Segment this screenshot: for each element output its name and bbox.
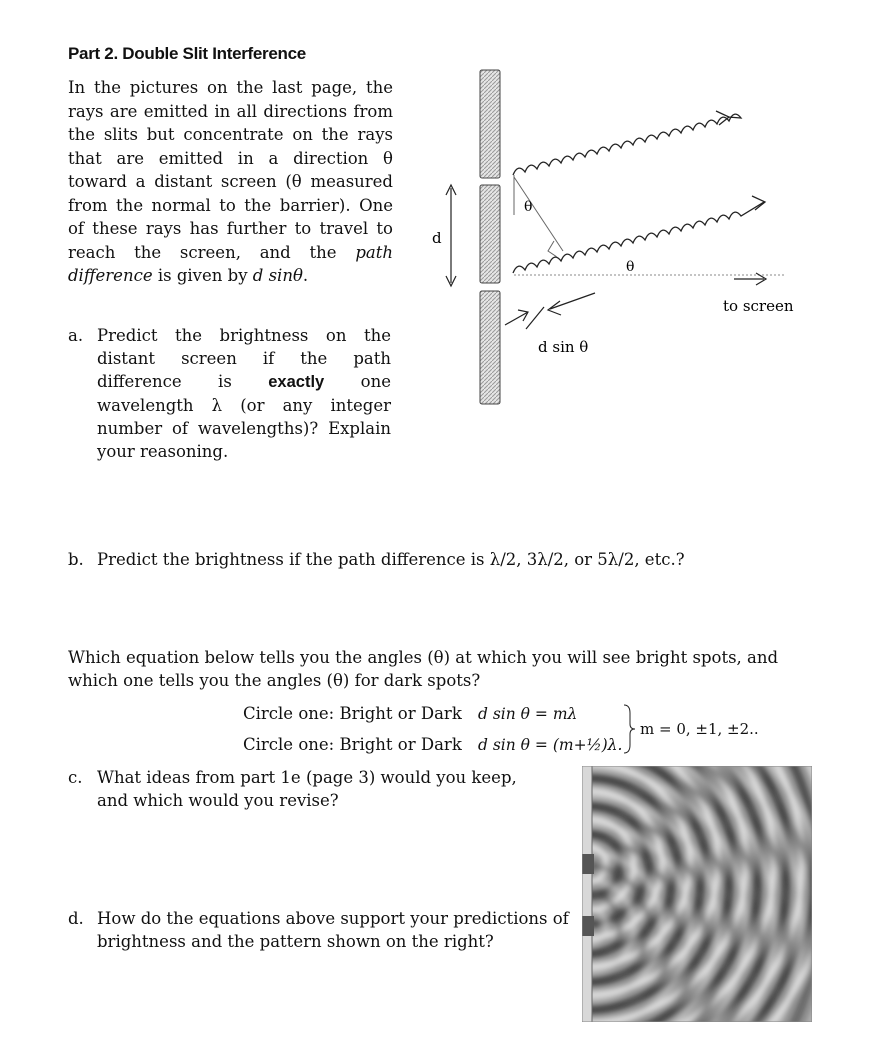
question-a-text-1: Predict the brightness on the distant screen if the path difference is — [97, 326, 391, 391]
perpendicular-line — [514, 177, 563, 251]
question-a-text — [97, 324, 391, 463]
intro-text-2: is given by — [152, 266, 253, 285]
question-b-label: b. — [68, 550, 84, 569]
equation-dark-candidate: d sin θ = (m+½)λ. — [478, 736, 623, 754]
equation-brace — [622, 703, 636, 755]
theta-lower-label: θ — [626, 259, 635, 275]
intro-italic-dsin: d sinθ — [252, 266, 303, 285]
theta-upper-label: θ — [524, 199, 533, 215]
intro-text-3: . — [302, 266, 309, 285]
barrier-top — [480, 70, 500, 178]
question-c-text: What ideas from part 1e (page 3) would you keep, and which would you revise? — [97, 768, 517, 810]
d-sin-theta-label: d sin θ — [538, 338, 589, 356]
question-b — [68, 548, 768, 574]
question-b-text: Predict the brightness if the path difference is λ/2, 3λ/2, or 5λ/2, etc.? — [97, 550, 685, 569]
barrier-bottom — [480, 291, 500, 404]
barrier-middle — [480, 185, 500, 283]
upper-ray — [513, 114, 741, 175]
to-screen-label: to screen — [723, 297, 794, 315]
intro-text-1: In the pictures on the last page, the rays are emitted in all directions from the slits but concentrate on the rays that are emitted in a direction θ toward a distant screen (θ measured from the normal to the barrier). One of these rays has further to travel to reach the screen, and the — [68, 78, 393, 262]
part-title: Part 2. Double Slit Interference — [68, 44, 306, 63]
d-label: d — [432, 229, 442, 247]
interference-pattern-image — [582, 766, 812, 1022]
d-dimension-arrow — [446, 185, 456, 286]
right-angle-mark — [548, 241, 557, 257]
which-equation-text: Which equation below tells you the angles (θ) at which you will see bright spots, and which one tells you the angles (θ) for dark spots? — [68, 648, 779, 690]
question-d-label: d. — [68, 909, 84, 928]
intro-paragraph — [68, 76, 393, 288]
question-a — [68, 324, 398, 461]
question-c-label: c. — [68, 768, 83, 787]
question-a-label: a. — [68, 326, 84, 345]
circle-prompt-1[interactable]: Circle one: Bright or Dark — [243, 704, 462, 723]
dsin-arrows — [505, 293, 595, 329]
equation-bright-candidate: d sin θ = mλ — [478, 705, 578, 723]
circle-prompt-2[interactable]: Circle one: Bright or Dark — [243, 735, 462, 754]
m-values: m = 0, ±1, ±2.. — [640, 720, 759, 738]
question-d-text: How do the equations above support your predictions of brightness and the pattern shown on the right? — [97, 909, 569, 951]
double-slit-diagram — [420, 65, 820, 415]
lower-ray — [513, 202, 764, 273]
question-d — [68, 907, 578, 967]
question-c — [68, 766, 568, 826]
question-a-bold: exactly — [268, 373, 325, 391]
intro-italic-path-difference: path difference — [68, 242, 393, 285]
question-a-text-2: one wavelength λ (or any integer number of wavelengths)? Explain your reasoning. — [97, 372, 391, 461]
